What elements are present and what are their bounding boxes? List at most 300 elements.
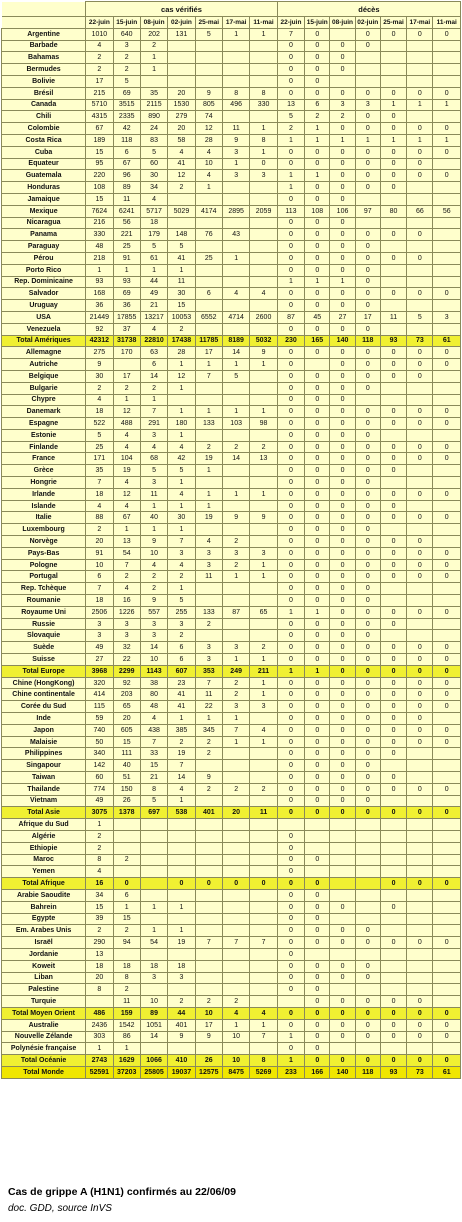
cases-cell: 21: [140, 300, 167, 312]
deaths-cell: 1: [277, 1055, 304, 1067]
cases-cell: 2: [222, 559, 249, 571]
deaths-cell: [407, 842, 433, 854]
deaths-cell: 0: [355, 630, 380, 642]
cases-cell: 18: [86, 488, 113, 500]
deaths-cell: [355, 854, 380, 866]
cases-cell: 2: [113, 854, 140, 866]
deaths-cell: 0: [305, 52, 330, 64]
cases-cell: [168, 819, 195, 831]
deaths-cell: 0: [355, 642, 380, 654]
deaths-cell: 0: [355, 276, 380, 288]
row-label: Canada: [2, 99, 86, 111]
deaths-cell: 0: [407, 87, 433, 99]
deaths-cell: 0: [305, 925, 330, 937]
row-label: Porto Rico: [2, 264, 86, 276]
deaths-cell: [355, 1043, 380, 1055]
cases-cell: 2: [113, 925, 140, 937]
deaths-cell: 0: [330, 359, 355, 371]
deaths-cell: 0: [305, 1007, 330, 1019]
cases-cell: [168, 854, 195, 866]
deaths-cell: 0: [380, 453, 406, 465]
deaths-cell: 0: [305, 595, 330, 607]
cases-cell: 9: [140, 595, 167, 607]
deaths-cell: 0: [330, 760, 355, 772]
deaths-cell: 0: [330, 559, 355, 571]
cases-cell: 50: [86, 736, 113, 748]
deaths-cell: 0: [407, 123, 433, 135]
deaths-cell: 0: [355, 1031, 380, 1043]
deaths-cell: 0: [277, 288, 304, 300]
deaths-cell: 0: [330, 665, 355, 677]
deaths-cell: 1: [407, 99, 433, 111]
deaths-cell: 0: [305, 547, 330, 559]
cases-cell: 8: [113, 972, 140, 984]
cases-cell: 1: [250, 1019, 277, 1031]
cases-cell: 640: [113, 28, 140, 40]
cases-cell: 1: [222, 1019, 249, 1031]
cases-cell: 1: [140, 64, 167, 76]
cases-cell: 4: [140, 193, 167, 205]
row-label: Chine continentale: [2, 689, 86, 701]
cases-cell: [250, 948, 277, 960]
cases-cell: [195, 75, 222, 87]
deaths-cell: 0: [277, 713, 304, 725]
deaths-cell: 0: [277, 465, 304, 477]
cases-cell: 438: [140, 724, 167, 736]
cases-cell: 4315: [86, 111, 113, 123]
table-row: [2, 536, 461, 548]
deaths-cell: 45: [305, 311, 330, 323]
cases-cell: [222, 618, 249, 630]
deaths-cell: 0: [433, 807, 461, 819]
cases-cell: [222, 854, 249, 866]
deaths-cell: [330, 866, 355, 878]
cases-cell: 30: [86, 370, 113, 382]
table-row: [2, 606, 461, 618]
deaths-cell: 0: [277, 52, 304, 64]
cases-cell: 118: [113, 134, 140, 146]
deaths-cell: 0: [380, 500, 406, 512]
cases-cell: [250, 830, 277, 842]
deaths-cell: 0: [277, 901, 304, 913]
deaths-cell: 0: [305, 382, 330, 394]
deaths-cell: 0: [380, 1019, 406, 1031]
deaths-cell: 0: [407, 559, 433, 571]
cases-cell: 104: [113, 453, 140, 465]
deaths-cell: [407, 830, 433, 842]
deaths-cell: [380, 854, 406, 866]
cases-cell: 3: [195, 654, 222, 666]
deaths-cell: [407, 948, 433, 960]
deaths-cell: 0: [277, 512, 304, 524]
cases-cell: 320: [86, 677, 113, 689]
cases-cell: 2: [195, 441, 222, 453]
cases-cell: 4: [195, 536, 222, 548]
cases-cell: [195, 429, 222, 441]
row-label: Belgique: [2, 370, 86, 382]
cases-cell: [113, 842, 140, 854]
deaths-cell: 0: [407, 441, 433, 453]
cases-cell: 2299: [113, 665, 140, 677]
deaths-cell: 0: [330, 748, 355, 760]
cases-cell: 5: [140, 146, 167, 158]
deaths-cell: [380, 913, 406, 925]
cases-cell: 92: [113, 677, 140, 689]
cases-cell: 2: [195, 618, 222, 630]
cases-cell: 3968: [86, 665, 113, 677]
cases-cell: 65: [113, 701, 140, 713]
cases-cell: 1: [222, 28, 249, 40]
row-label: Equateur: [2, 158, 86, 170]
deaths-cell: 0: [330, 925, 355, 937]
deaths-cell: 0: [330, 347, 355, 359]
deaths-cell: [407, 52, 433, 64]
table-row: [2, 193, 461, 205]
cases-cell: 49: [140, 288, 167, 300]
deaths-cell: 0: [277, 500, 304, 512]
row-label: Venezuela: [2, 323, 86, 335]
deaths-cell: 0: [305, 500, 330, 512]
deaths-cell: 0: [407, 536, 433, 548]
deaths-cell: 0: [380, 713, 406, 725]
deaths-cell: 0: [277, 642, 304, 654]
deaths-cell: 0: [277, 370, 304, 382]
deaths-cell: [433, 748, 461, 760]
deaths-cell: 0: [305, 960, 330, 972]
cases-cell: [195, 193, 222, 205]
cases-cell: 111: [113, 748, 140, 760]
cases-cell: 11: [250, 807, 277, 819]
cases-cell: 3: [168, 972, 195, 984]
deaths-cell: 0: [305, 996, 330, 1008]
cases-cell: 3: [250, 170, 277, 182]
deaths-cell: 1: [380, 134, 406, 146]
deaths-cell: 0: [433, 1019, 461, 1031]
cases-cell: 10: [195, 1007, 222, 1019]
cases-cell: [222, 382, 249, 394]
cases-cell: 12575: [195, 1066, 222, 1078]
deaths-cell: 0: [305, 146, 330, 158]
deaths-cell: 0: [277, 394, 304, 406]
cases-date-header: 17-mai: [222, 17, 249, 29]
deaths-cell: [433, 889, 461, 901]
deaths-cell: 0: [277, 937, 304, 949]
cases-cell: 41: [168, 158, 195, 170]
cases-cell: 37203: [113, 1066, 140, 1078]
deaths-cell: 0: [433, 418, 461, 430]
cases-cell: 11: [113, 193, 140, 205]
deaths-cell: 0: [433, 689, 461, 701]
deaths-cell: 0: [330, 429, 355, 441]
deaths-cell: 0: [380, 123, 406, 135]
cases-cell: 486: [86, 1007, 113, 1019]
deaths-cell: 73: [407, 335, 433, 347]
deaths-cell: 0: [330, 217, 355, 229]
deaths-cell: 0: [277, 158, 304, 170]
cases-cell: [222, 193, 249, 205]
cases-cell: 12: [195, 123, 222, 135]
cases-cell: [250, 217, 277, 229]
cases-cell: 1: [250, 146, 277, 158]
deaths-cell: 0: [305, 193, 330, 205]
cases-cell: 1: [222, 571, 249, 583]
cases-cell: 1: [250, 677, 277, 689]
cases-cell: 4174: [195, 205, 222, 217]
deaths-cell: 0: [277, 524, 304, 536]
cases-cell: 91: [113, 252, 140, 264]
cases-cell: [250, 960, 277, 972]
cases-cell: 4: [140, 441, 167, 453]
deaths-cell: 0: [330, 500, 355, 512]
cases-cell: 1530: [168, 99, 195, 111]
cases-date-header: 02-juin: [168, 17, 195, 29]
deaths-cell: [380, 323, 406, 335]
cases-cell: [222, 901, 249, 913]
deaths-cell: [355, 901, 380, 913]
deaths-cell: 1: [305, 606, 330, 618]
deaths-cell: 1: [407, 134, 433, 146]
deaths-cell: 0: [380, 901, 406, 913]
deaths-cell: 0: [355, 937, 380, 949]
cases-cell: 14: [140, 370, 167, 382]
cases-cell: 385: [168, 724, 195, 736]
cases-cell: 22: [113, 654, 140, 666]
table-row: [2, 866, 461, 878]
deaths-cell: 0: [277, 795, 304, 807]
cases-cell: 24: [140, 123, 167, 135]
deaths-cell: 0: [433, 170, 461, 182]
deaths-cell: 0: [330, 64, 355, 76]
cases-cell: [250, 630, 277, 642]
deaths-cell: 1: [305, 134, 330, 146]
cases-cell: 20: [168, 87, 195, 99]
deaths-cell: 0: [330, 40, 355, 52]
deaths-cell: [380, 795, 406, 807]
deaths-cell: 0: [433, 441, 461, 453]
cases-cell: 6: [113, 146, 140, 158]
cases-cell: 16: [86, 878, 113, 890]
deaths-cell: 0: [433, 488, 461, 500]
cases-cell: 1629: [113, 1055, 140, 1067]
cases-cell: [222, 866, 249, 878]
cases-cell: 1: [113, 901, 140, 913]
deaths-cell: 0: [305, 241, 330, 253]
cases-cell: [140, 842, 167, 854]
table-row: [2, 783, 461, 795]
deaths-cell: 0: [305, 75, 330, 87]
deaths-cell: [433, 500, 461, 512]
cases-cell: 2: [86, 382, 113, 394]
deaths-cell: 0: [305, 347, 330, 359]
cases-cell: 4: [222, 1007, 249, 1019]
cases-cell: [140, 854, 167, 866]
total-row: [2, 878, 461, 890]
header-group-row: [2, 2, 461, 17]
deaths-cell: [380, 193, 406, 205]
deaths-cell: [407, 64, 433, 76]
deaths-cell: 0: [407, 28, 433, 40]
deaths-cell: [355, 842, 380, 854]
deaths-cell: [433, 40, 461, 52]
cases-cell: 2: [86, 64, 113, 76]
deaths-cell: [355, 217, 380, 229]
table-row: [2, 406, 461, 418]
cases-cell: [168, 913, 195, 925]
deaths-cell: 0: [407, 937, 433, 949]
cases-cell: [113, 948, 140, 960]
total-row: [2, 1066, 461, 1078]
cases-cell: 68: [140, 453, 167, 465]
deaths-cell: 0: [305, 701, 330, 713]
deaths-cell: [355, 830, 380, 842]
table-source: doc. GDD, source InVS: [8, 1203, 112, 1214]
table-row: [2, 748, 461, 760]
deaths-cell: 0: [277, 347, 304, 359]
cases-cell: 4: [113, 429, 140, 441]
cases-cell: [222, 241, 249, 253]
deaths-cell: [407, 75, 433, 87]
cases-cell: 5: [140, 241, 167, 253]
deaths-cell: 5: [277, 111, 304, 123]
deaths-cell: 7: [277, 28, 304, 40]
deaths-cell: 0: [355, 40, 380, 52]
cases-cell: 42: [113, 123, 140, 135]
cases-cell: [222, 795, 249, 807]
table-row: [2, 205, 461, 217]
deaths-cell: 0: [305, 795, 330, 807]
deaths-cell: 0: [355, 807, 380, 819]
cases-cell: 1: [168, 925, 195, 937]
cases-cell: [250, 465, 277, 477]
cases-cell: 1051: [140, 1019, 167, 1031]
deaths-cell: 0: [277, 146, 304, 158]
deaths-cell: 0: [277, 300, 304, 312]
deaths-cell: 0: [330, 571, 355, 583]
table-row: [2, 229, 461, 241]
cases-cell: [168, 866, 195, 878]
cases-cell: 2: [168, 630, 195, 642]
deaths-cell: 0: [433, 87, 461, 99]
deaths-cell: 0: [305, 807, 330, 819]
cases-cell: [168, 64, 195, 76]
deaths-cell: [433, 925, 461, 937]
row-label: Nouvelle Zélande: [2, 1031, 86, 1043]
deaths-cell: 0: [380, 1007, 406, 1019]
deaths-cell: [433, 866, 461, 878]
deaths-cell: 0: [355, 300, 380, 312]
deaths-date-header: 15-juin: [305, 17, 330, 29]
cases-cell: 22: [195, 701, 222, 713]
cases-cell: [222, 276, 249, 288]
cases-cell: 1: [140, 500, 167, 512]
cases-cell: 7624: [86, 205, 113, 217]
cases-cell: 94: [113, 937, 140, 949]
deaths-cell: 61: [433, 1066, 461, 1078]
cases-cell: 4: [168, 783, 195, 795]
deaths-cell: 0: [407, 1055, 433, 1067]
deaths-cell: [305, 819, 330, 831]
deaths-cell: 97: [355, 205, 380, 217]
deaths-cell: [433, 795, 461, 807]
cases-cell: 0: [222, 878, 249, 890]
deaths-cell: [433, 842, 461, 854]
row-label: Maroc: [2, 854, 86, 866]
cases-cell: 4: [86, 394, 113, 406]
deaths-cell: 0: [330, 512, 355, 524]
cases-cell: 11: [195, 689, 222, 701]
deaths-cell: 0: [355, 111, 380, 123]
cases-cell: 538: [168, 807, 195, 819]
deaths-cell: [380, 382, 406, 394]
deaths-cell: 0: [277, 193, 304, 205]
cases-cell: 4: [86, 40, 113, 52]
table-row: [2, 842, 461, 854]
deaths-cell: 0: [433, 123, 461, 135]
deaths-cell: 0: [330, 193, 355, 205]
deaths-cell: 0: [355, 264, 380, 276]
deaths-cell: 0: [355, 996, 380, 1008]
deaths-cell: 1: [355, 134, 380, 146]
cases-cell: 3: [168, 618, 195, 630]
deaths-cell: 0: [380, 547, 406, 559]
deaths-cell: [407, 477, 433, 489]
deaths-cell: 0: [407, 229, 433, 241]
deaths-date-header: 02-juin: [355, 17, 380, 29]
table-body: [2, 28, 461, 1078]
cases-cell: 4: [168, 559, 195, 571]
deaths-cell: 0: [277, 323, 304, 335]
cases-cell: 48: [86, 241, 113, 253]
deaths-cell: [433, 75, 461, 87]
cases-cell: 2115: [140, 99, 167, 111]
row-label: France: [2, 453, 86, 465]
cases-cell: [222, 984, 249, 996]
deaths-cell: 0: [380, 87, 406, 99]
cases-cell: [222, 889, 249, 901]
cases-cell: 10: [222, 1055, 249, 1067]
cases-cell: 31738: [113, 335, 140, 347]
deaths-cell: 0: [355, 1007, 380, 1019]
cases-cell: 0: [250, 878, 277, 890]
cases-cell: 133: [195, 418, 222, 430]
deaths-cell: 0: [330, 52, 355, 64]
deaths-cell: 0: [407, 642, 433, 654]
deaths-cell: 0: [277, 948, 304, 960]
deaths-cell: 0: [380, 347, 406, 359]
cases-cell: 14: [140, 642, 167, 654]
cases-cell: 414: [86, 689, 113, 701]
cases-cell: 2: [250, 441, 277, 453]
deaths-cell: 0: [330, 453, 355, 465]
cases-cell: 6: [195, 288, 222, 300]
cases-cell: 12: [113, 406, 140, 418]
deaths-cell: [407, 913, 433, 925]
deaths-cell: 0: [277, 229, 304, 241]
deaths-cell: 0: [433, 359, 461, 371]
cases-cell: 76: [195, 229, 222, 241]
table-row: [2, 618, 461, 630]
cases-cell: 1: [250, 571, 277, 583]
cases-date-header: 25-mai: [195, 17, 222, 29]
row-label: Pologne: [2, 559, 86, 571]
cases-cell: 80: [140, 689, 167, 701]
deaths-cell: [355, 64, 380, 76]
cases-cell: 36: [86, 300, 113, 312]
deaths-cell: 1: [433, 99, 461, 111]
cases-cell: [168, 52, 195, 64]
deaths-cell: 0: [433, 724, 461, 736]
cases-cell: 13: [113, 536, 140, 548]
